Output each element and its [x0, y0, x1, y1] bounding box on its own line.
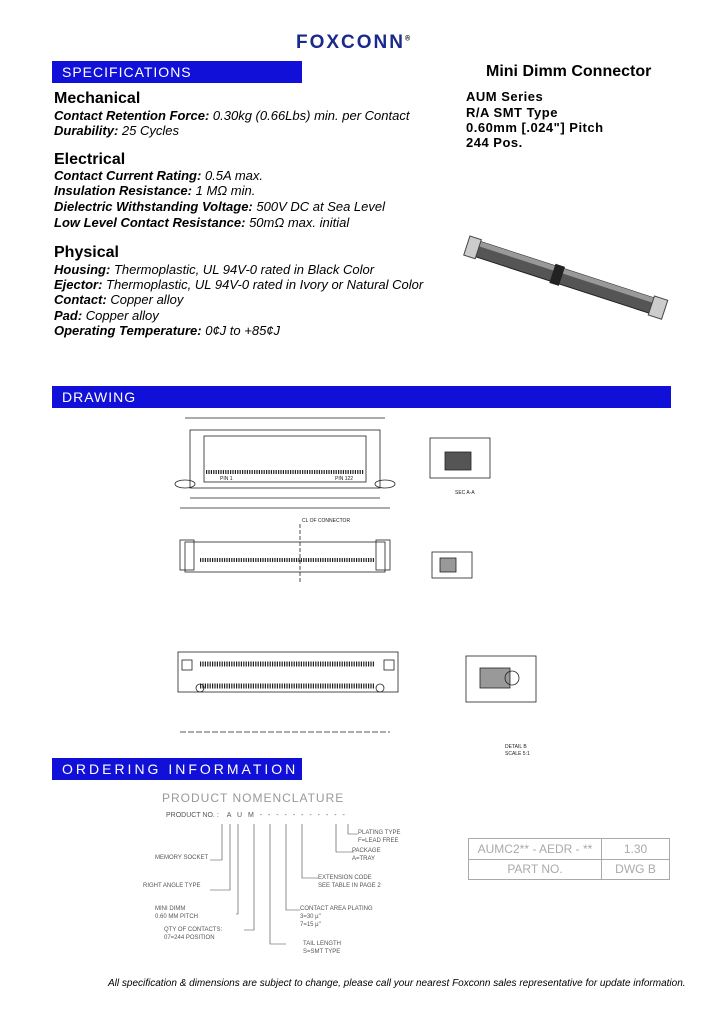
- title-block-part-label: PART NO.: [469, 860, 602, 879]
- physical-heading: Physical: [54, 244, 119, 261]
- callout-memory-socket: MEMORY SOCKET: [155, 855, 209, 861]
- svg-text:SCALE 5:1: SCALE 5:1: [505, 751, 530, 757]
- mechanical-heading: Mechanical: [54, 90, 141, 107]
- electrical-heading: Electrical: [54, 151, 126, 168]
- spec-line: Ejector: Thermoplastic, UL 94V-0 rated in Ivory or Natural Color: [54, 277, 424, 292]
- spec-line: Operating Temperature: 0¢J to +85¢J: [54, 323, 281, 338]
- svg-text:PIN 1: PIN 1: [220, 476, 233, 482]
- svg-text:CL OF CONNECTOR: CL OF CONNECTOR: [302, 518, 351, 524]
- product-type: R/A SMT Type: [466, 105, 558, 120]
- svg-text:SEC A-A: SEC A-A: [455, 490, 475, 496]
- spec-line: Durability: 25 Cycles: [54, 123, 179, 138]
- callout-mini-dimm: MINI DIMM 0.60 MM PITCH: [155, 906, 199, 920]
- technical-drawing: [140, 412, 560, 757]
- svg-text:PIN 122: PIN 122: [335, 476, 354, 482]
- title-block: [468, 838, 670, 880]
- specifications-header: SPECIFICATIONS: [52, 61, 302, 83]
- connector-photo: [462, 228, 672, 326]
- product-positions: 244 Pos.: [466, 135, 523, 150]
- callout-package: PACKAGE A=TRAY: [352, 848, 381, 862]
- product-title: Mini Dimm Connector: [486, 63, 652, 80]
- product-no-row: PRODUCT NO. : A U M - - - - - - - - - - -: [166, 812, 347, 819]
- drawing-header: DRAWING: [52, 386, 671, 408]
- nomenclature-title: PRODUCT NOMENCLATURE: [162, 791, 345, 805]
- callout-tail: TAIL LENGTH S=SMT TYPE: [303, 941, 342, 955]
- spec-line: Contact Retention Force: 0.30kg (0.66Lbs) min. per Contact: [54, 108, 410, 123]
- callout-extension: EXTENSION CODE SEE TABLE IN PAGE 2: [318, 875, 381, 889]
- spec-line: Dielectric Withstanding Voltage: 500V DC at Sea Level: [54, 199, 386, 214]
- title-block-rev: 1.30: [602, 839, 669, 860]
- spec-line: Pad: Copper alloy: [54, 308, 159, 323]
- spec-line: Insulation Resistance: 1 MΩ min.: [54, 183, 256, 198]
- footer-disclaimer: All specification & dimensions are subject to change, please call your nearest Foxconn sales representative for update information.: [108, 978, 686, 989]
- spec-line: Contact: Copper alloy: [54, 292, 184, 307]
- product-series: AUM Series: [466, 89, 544, 104]
- callout-plating-area: CONTACT AREA PLATING 3=30 μ" 7=15 μ": [300, 906, 373, 928]
- title-block-dwg: DWG B: [615, 862, 656, 876]
- callout-qty: QTY OF CONTACTS: 07=244 POSITION: [164, 927, 223, 941]
- callout-right-angle: RIGHT ANGLE TYPE: [143, 883, 201, 889]
- title-block-part-code: AUMC2** - AEDR - **: [469, 839, 602, 860]
- product-pitch: 0.60mm [.024"] Pitch: [466, 120, 604, 135]
- ordering-header: ORDERING INFORMATION: [52, 758, 302, 780]
- spec-line: Low Level Contact Resistance: 50mΩ max. initial: [54, 215, 350, 230]
- spec-line: Contact Current Rating: 0.5A max.: [54, 168, 263, 183]
- spec-line: Housing: Thermoplastic, UL 94V-0 rated in Black Color: [54, 262, 375, 277]
- callout-plating-type: PLATING TYPE F=LEAD FREE: [358, 830, 401, 844]
- foxconn-logo: FOXCONN®: [296, 32, 413, 53]
- svg-text:DETAIL B: DETAIL B: [505, 744, 527, 750]
